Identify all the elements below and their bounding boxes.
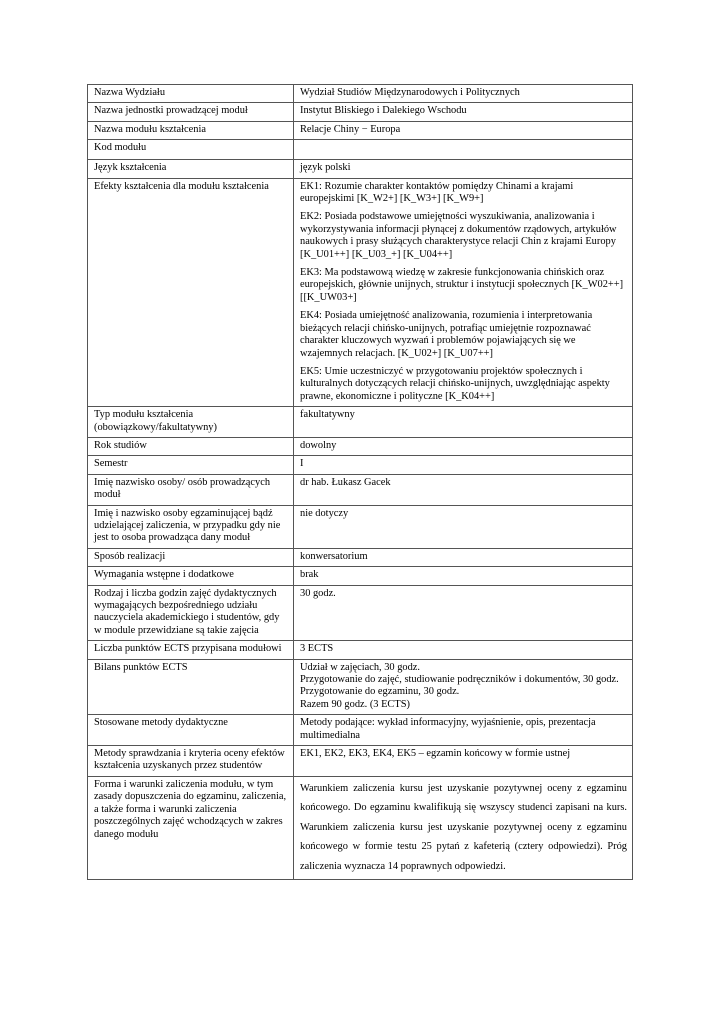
row-label: Rodzaj i liczba godzin zajęć dydaktycznych wymagających bezpośredniego udziału nauczyciela akademickiego i studentów, gdy w module przewidziane są takie zajęcia <box>88 585 294 641</box>
row-value: Metody podające: wykład informacyjny, wyjaśnienie, opis, prezentacja multimedialna <box>294 715 633 746</box>
row-value: 3 ECTS <box>294 641 633 659</box>
row-label: Efekty kształcenia dla modułu kształcenia <box>88 178 294 407</box>
row-label: Nazwa jednostki prowadzącej moduł <box>88 103 294 121</box>
row-value: Wydział Studiów Międzynarodowych i Politycznych <box>294 85 633 103</box>
row-label: Metody sprawdzania i kryteria oceny efektów kształcenia uzyskanych przez studentów <box>88 746 294 777</box>
table-row <box>88 160 633 178</box>
row-label: Imię i nazwisko osoby egzaminującej bądź udzielającej zaliczenia, w przypadku gdy nie jest to osoba prowadząca dany moduł <box>88 505 294 548</box>
row-value: EK1, EK2, EK3, EK4, EK5 – egzamin końcowy w formie ustnej <box>294 746 633 777</box>
learning-outcome: EK3: Ma podstawową wiedzę w zakresie funkcjonowania chińskich oraz europejskich, głównie unijnych, struktur i instytucji społecznych [K_W02++] [[K_UW03+] <box>300 267 624 303</box>
row-label: Sposób realizacji <box>88 548 294 566</box>
table-row <box>88 103 633 121</box>
row-label: Nazwa Wydziału <box>88 85 294 103</box>
ects-balance-line: Razem 90 godz. (3 ECTS) <box>300 698 410 710</box>
table-row <box>88 140 633 160</box>
row-value: język polski <box>294 160 633 178</box>
row-label: Bilans punktów ECTS <box>88 659 294 715</box>
learning-outcome: EK1: Rozumie charakter kontaktów pomiędzy Chinami a krajami europejskimi [K_W2+] [K_W3+] [K_W9+] <box>300 180 574 205</box>
table-row <box>88 505 633 548</box>
table-row <box>88 641 633 659</box>
row-value <box>294 776 633 880</box>
row-value: brak <box>294 567 633 585</box>
row-label: Typ modułu kształcenia (obowiązkowy/fakultatywny) <box>88 407 294 438</box>
ects-balance-cell <box>294 659 633 715</box>
row-label: Liczba punktów ECTS przypisana modułowi <box>88 641 294 659</box>
row-value: I <box>294 456 633 474</box>
table-row <box>88 437 633 455</box>
row-label: Forma i warunki zaliczenia modułu, w tym zasady dopuszczenia do egzaminu, zaliczenia, a także forma i warunki zaliczenia poszczególnych zajęć wchodzących w zakres danego modułu <box>88 776 294 880</box>
module-description-table <box>87 84 633 880</box>
table-row <box>88 121 633 139</box>
row-label: Imię nazwisko osoby/ osób prowadzących moduł <box>88 474 294 505</box>
row-label: Stosowane metody dydaktyczne <box>88 715 294 746</box>
row-label: Semestr <box>88 456 294 474</box>
row-value <box>294 140 633 160</box>
row-label: Wymagania wstępne i dodatkowe <box>88 567 294 585</box>
table-row <box>88 659 633 715</box>
learning-outcomes-cell <box>294 178 633 407</box>
ects-balance-line: Przygotowanie do zajęć, studiowanie podręczników i dokumentów, 30 godz. <box>300 674 619 686</box>
table-row <box>88 85 633 103</box>
table-row <box>88 715 633 746</box>
table-row <box>88 407 633 438</box>
learning-outcome: EK5: Umie uczestniczyć w przygotowaniu projektów społecznych i kulturalnych dotyczących relacji chińsko-unijnych, uwzględniając aspekty prawne, ekonomiczne i polityczne [K_K04++] <box>300 365 610 402</box>
row-value: 30 godz. <box>294 585 633 641</box>
learning-outcome: EK2: Posiada podstawowe umiejętności wyszukiwania, analizowania i wykorzystywania informacji płynącej z dokumentów rządowych, artykułów naukowych i prasy służących charakterystyce relacji Chin z krajami Europy [K_U01++] [K_U03_+] [K_U04++] <box>300 211 617 260</box>
completion-conditions-text: Warunkiem zaliczenia kursu jest uzyskanie pozytywnej oceny z egzaminu końcowego. Do egzaminu kwalifikują się wszyscy studenci zapisani na kurs. Warunkiem zaliczenia kursu jest uzyskanie pozytywnej oceny z egzaminu końcowego w formie testu 25 pytań z kafeterią (cztery odpowiedzi). Próg zaliczenia wyznacza 14 poprawnych odpowiedzi. <box>300 782 627 872</box>
table-row <box>88 746 633 777</box>
row-value: nie dotyczy <box>294 505 633 548</box>
row-value: Instytut Bliskiego i Dalekiego Wschodu <box>294 103 633 121</box>
row-value: konwersatorium <box>294 548 633 566</box>
table-row <box>88 178 633 407</box>
row-label: Kod modułu <box>88 140 294 160</box>
row-label: Nazwa modułu kształcenia <box>88 121 294 139</box>
row-value: fakultatywny <box>294 407 633 438</box>
row-value: dowolny <box>294 437 633 455</box>
row-label: Rok studiów <box>88 437 294 455</box>
table-row <box>88 456 633 474</box>
row-label: Język kształcenia <box>88 160 294 178</box>
table-row <box>88 548 633 566</box>
table-row <box>88 567 633 585</box>
table-row <box>88 776 633 880</box>
ects-balance-line: Przygotowanie do egzaminu, 30 godz. <box>300 686 460 698</box>
row-value: Relacje Chiny − Europa <box>294 121 633 139</box>
learning-outcome: EK4: Posiada umiejętność analizowania, rozumienia i interpretowania bieżących relacji chińsko-unijnych, potrafiąc umiejętnie rozpoznawać charakter kluczowych wyzwań i problemów pojawiających się we wzajemnych relacjach. [K_U02+] [K_U07++] <box>300 310 593 359</box>
table-row <box>88 585 633 641</box>
table-row <box>88 474 633 505</box>
row-value: dr hab. Łukasz Gacek <box>294 474 633 505</box>
ects-balance-line: Udział w zajęciach, 30 godz. <box>300 661 421 673</box>
